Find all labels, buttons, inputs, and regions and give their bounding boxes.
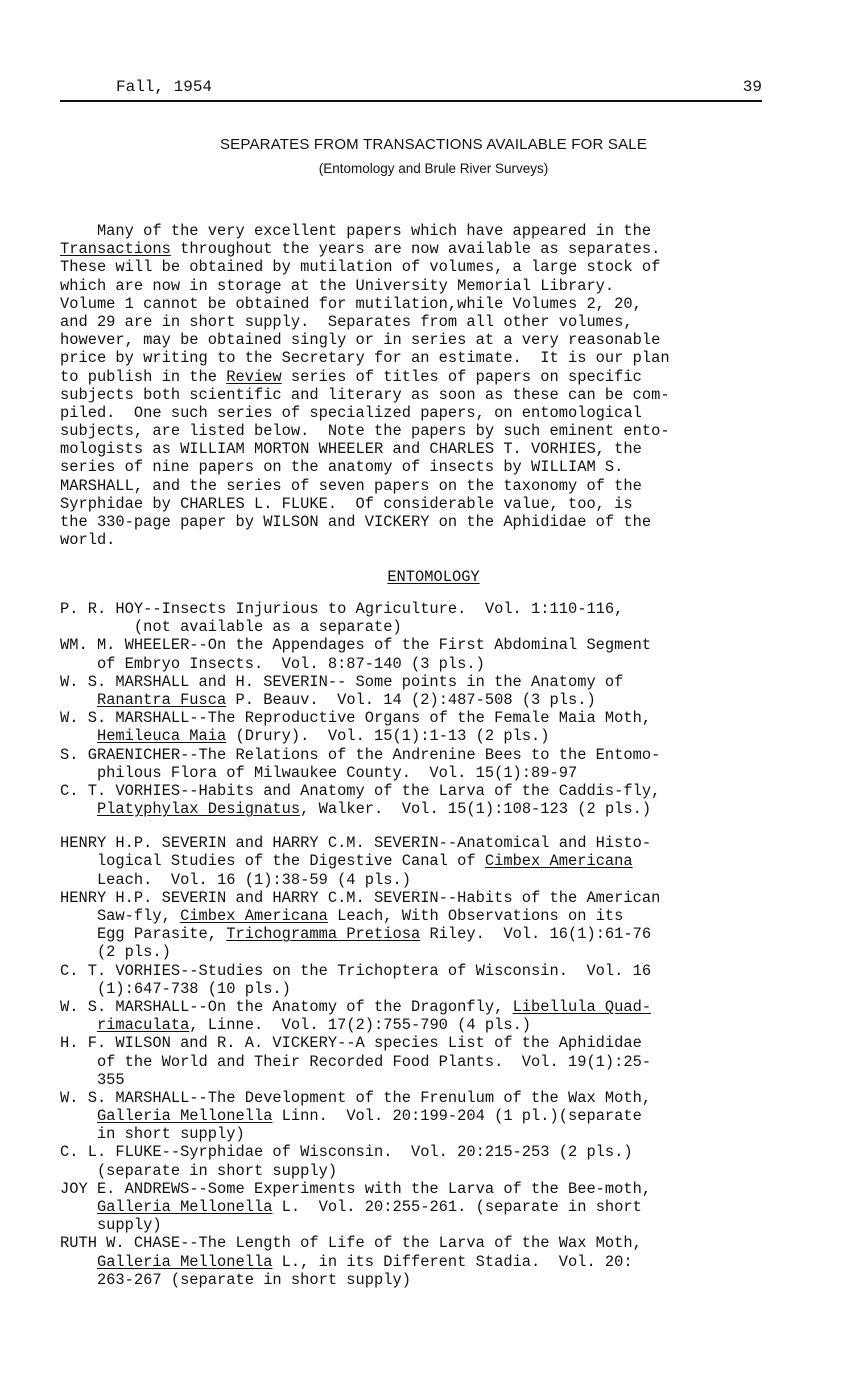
reference-line: philous Flora of Milwaukee County. Vol. 15(1):89-97 xyxy=(60,763,578,782)
reference-list xyxy=(60,600,770,1289)
intro-line: piled. One such series of specialized papers, on entomological xyxy=(60,403,642,422)
reference-entry xyxy=(60,998,770,1034)
reference-entry xyxy=(60,1089,770,1144)
reference-line: Egg Parasite, Trichogramma Pretiosa Riley. Vol. 16(1):61-76 xyxy=(60,925,652,944)
reference-line: W. S. MARSHALL and H. SEVERIN-- Some points in the Anatomy of xyxy=(60,672,624,691)
intro-line: which are now in storage at the University Memorial Library. xyxy=(60,276,615,295)
reference-entry xyxy=(60,834,770,889)
reference-line: Saw-fly, Cimbex Americana Leach, With Observations on its xyxy=(60,907,624,925)
intro-line: Volume 1 cannot be obtained for mutilation,while Volumes 2, 20, xyxy=(60,294,642,313)
reference-line: of Embryo Insects. Vol. 8:87-140 (3 pls.) xyxy=(60,654,485,673)
intro-line: Transactions throughout the years are now available as separates. xyxy=(60,240,661,259)
reference-line: Leach. Vol. 16 (1):38-59 (4 pls.) xyxy=(60,870,411,889)
page-subtitle: (Entomology and Brule River Surveys) xyxy=(318,161,549,176)
reference-entry xyxy=(60,1180,770,1235)
reference-entry xyxy=(60,709,770,745)
reference-line: (separate in short supply) xyxy=(60,1161,338,1180)
reference-entry xyxy=(60,636,770,672)
reference-entry xyxy=(60,600,770,636)
reference-entry xyxy=(60,962,770,998)
reference-line: Ranantra Fusca P. Beauv. Vol. 14 (2):487-508 (3 pls.) xyxy=(96,690,596,709)
reference-line: Hemileuca Maia (Drury). Vol. 15(1):1-13 (2 pls.) xyxy=(96,727,550,746)
reference-line: 355 xyxy=(60,1070,125,1089)
reference-entry xyxy=(60,1234,770,1289)
reference-line: JOY E. ANDREWS--Some Experiments with the Larva of the Bee-moth, xyxy=(60,1179,652,1198)
intro-line: These will be obtained by mutilation of volumes, a large stock of xyxy=(60,258,661,277)
reference-line: Galleria Mellonella L. Vol. 20:255-261. (separate in short xyxy=(96,1198,642,1216)
reference-line: C. T. VORHIES--Studies on the Trichoptera of Wisconsin. Vol. 16 xyxy=(60,961,652,980)
intro-line: Syrphidae by CHARLES L. FLUKE. Of considerable value, too, is xyxy=(60,494,633,513)
intro-line: Many of the very excellent papers which have appeared in the xyxy=(60,222,652,240)
reference-entry xyxy=(60,746,770,782)
reference-entry xyxy=(60,782,770,818)
reference-line: W. S. MARSHALL--On the Anatomy of the Dragonfly, Libellula Quad- xyxy=(60,997,652,1016)
page-header xyxy=(60,78,762,102)
intro-line: and 29 are in short supply. Separates from all other volumes, xyxy=(60,312,633,331)
reference-line: 263-267 (separate in short supply) xyxy=(60,1270,411,1289)
page-title: SEPARATES FROM TRANSACTIONS AVAILABLE FOR SALE xyxy=(219,136,648,153)
reference-entry xyxy=(60,889,770,962)
intro-line: MARSHALL, and the series of seven papers on the taxonomy of the xyxy=(60,476,642,495)
page-number: 39 xyxy=(742,78,762,96)
intro-paragraph xyxy=(60,222,762,549)
reference-line: supply) xyxy=(60,1216,162,1235)
reference-line: P. R. HOY--Insects Injurious to Agriculture. Vol. 1:110-116, xyxy=(60,600,624,618)
reference-line: logical Studies of the Digestive Canal of Cimbex Americana xyxy=(60,852,633,871)
reference-entry xyxy=(60,673,770,709)
intro-line: world. xyxy=(60,531,116,550)
header-season: Fall, 1954 xyxy=(116,78,213,96)
reference-line: Galleria Mellonella L., in its Different Stadia. Vol. 20: xyxy=(96,1252,633,1271)
reference-line: of the World and Their Recorded Food Plants. Vol. 19(1):25- xyxy=(60,1052,652,1071)
intro-line: however, may be obtained singly or in series at a very reasonable xyxy=(60,331,661,350)
reference-line: rimaculata, Linne. Vol. 17(2):755-790 (4 pls.) xyxy=(96,1016,532,1035)
section-heading: ENTOMOLOGY xyxy=(387,568,480,586)
reference-line: W. S. MARSHALL--The Development of the Frenulum of the Wax Moth, xyxy=(60,1088,652,1107)
reference-line: Platyphylax Designatus, Walker. Vol. 15(1):108-123 (2 pls.) xyxy=(96,800,652,819)
reference-line: (not available as a separate) xyxy=(60,618,402,637)
reference-line: RUTH W. CHASE--The Length of Life of the Larva of the Wax Moth, xyxy=(60,1234,642,1253)
intro-line: subjects both scientific and literary as soon as these can be com- xyxy=(60,385,670,404)
intro-line: subjects, are listed below. Note the papers by such eminent ento- xyxy=(60,422,670,441)
reference-line: (2 pls.) xyxy=(60,943,171,962)
reference-line: H. F. WILSON and R. A. VICKERY--A species List of the Aphididae xyxy=(60,1034,642,1053)
reference-line: (1):647-738 (10 pls.) xyxy=(60,979,291,998)
reference-entry xyxy=(60,1034,770,1089)
reference-line: Galleria Mellonella Linn. Vol. 20:199-204 (1 pl.)(separate xyxy=(96,1107,642,1126)
list-spacer xyxy=(60,818,770,834)
reference-line: HENRY H.P. SEVERIN and HARRY C.M. SEVERIN--Anatomical and Histo- xyxy=(60,834,652,853)
intro-line: to publish in the Review series of titles of papers on specific xyxy=(60,367,642,386)
reference-entry xyxy=(60,1143,770,1179)
intro-line: series of nine papers on the anatomy of insects by WILLIAM S. xyxy=(60,458,624,477)
reference-line: in short supply) xyxy=(60,1125,245,1144)
reference-line: C. L. FLUKE--Syrphidae of Wisconsin. Vol. 20:215-253 (2 pls.) xyxy=(60,1143,633,1162)
intro-line: the 330-page paper by WILSON and VICKERY on the Aphididae of the xyxy=(60,513,652,531)
intro-line: price by writing to the Secretary for an estimate. It is our plan xyxy=(60,349,670,368)
intro-line: mologists as WILLIAM MORTON WHEELER and CHARLES T. VORHIES, the xyxy=(60,440,642,459)
reference-line: WM. M. WHEELER--On the Appendages of the First Abdominal Segment xyxy=(60,636,652,655)
reference-line: W. S. MARSHALL--The Reproductive Organs of the Female Maia Moth, xyxy=(60,709,652,728)
reference-line: S. GRAENICHER--The Relations of the Andrenine Bees to the Entomo- xyxy=(60,745,661,764)
reference-line: C. T. VORHIES--Habits and Anatomy of the Larva of the Caddis-fly, xyxy=(60,781,661,800)
reference-line: HENRY H.P. SEVERIN and HARRY C.M. SEVERIN--Habits of the American xyxy=(60,888,661,907)
